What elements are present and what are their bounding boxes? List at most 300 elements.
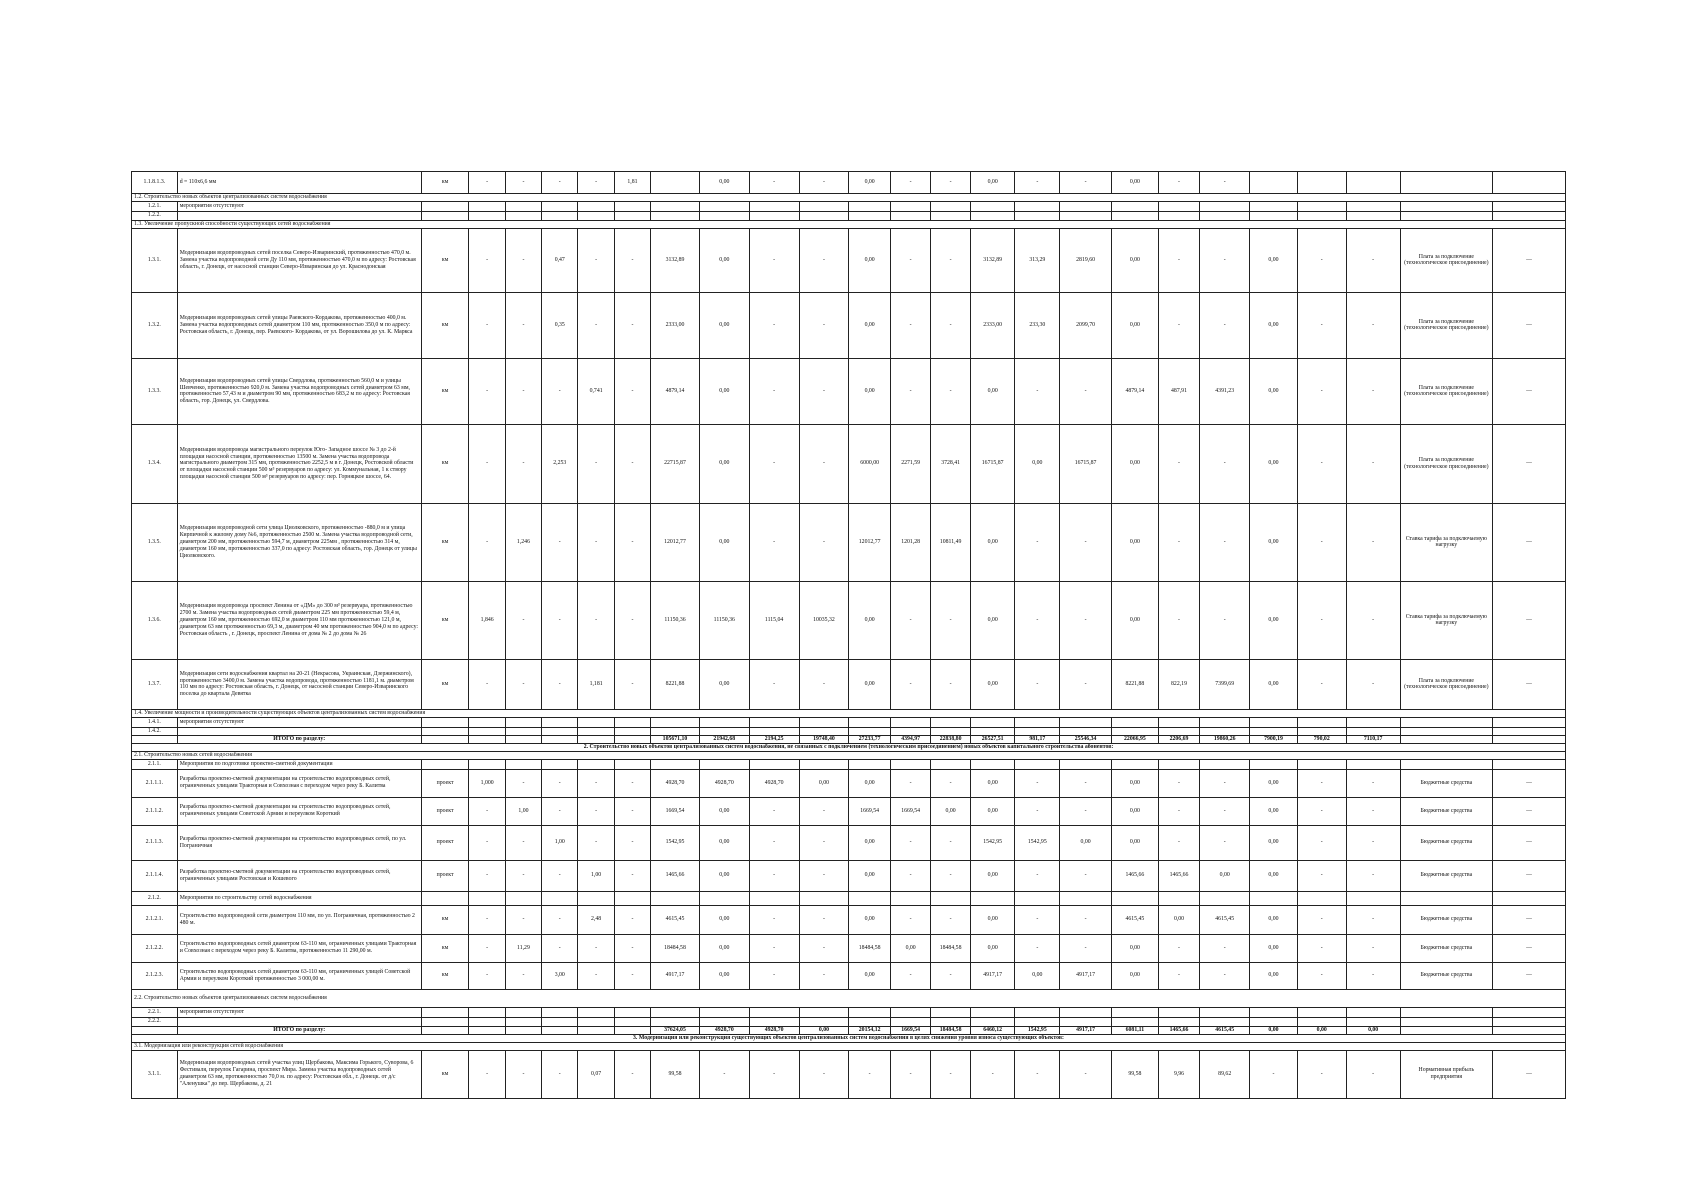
- value-cell: 0,00: [1250, 292, 1298, 358]
- value-cell: [1493, 211, 1566, 220]
- total-value-cell: 7110,17: [1346, 735, 1400, 743]
- value-cell: 0,00: [849, 905, 891, 934]
- value-cell: 0,00: [849, 581, 891, 659]
- value-cell: [578, 727, 614, 735]
- value-cell: -: [890, 860, 930, 891]
- value-cell: -: [749, 659, 799, 709]
- table-row: [132, 228, 1566, 292]
- total-value-cell: 37624,05: [651, 1026, 700, 1034]
- value-cell: -: [1297, 503, 1346, 581]
- value-cell: [1250, 1007, 1298, 1017]
- value-cell: [1112, 202, 1159, 212]
- value-cell: 0,00: [1112, 825, 1159, 860]
- row-description: [177, 211, 421, 220]
- table-row: [132, 581, 1566, 659]
- value-cell: -: [469, 934, 505, 962]
- value-cell: [1060, 891, 1112, 905]
- value-cell: -: [890, 581, 930, 659]
- value-cell: [1346, 727, 1400, 735]
- value-cell: 0,00: [1015, 424, 1060, 503]
- value-cell: км: [421, 503, 469, 581]
- value-cell: Бюджетные средства: [1400, 934, 1492, 962]
- value-cell: -: [505, 825, 541, 860]
- value-cell: [699, 727, 749, 735]
- value-cell: —: [1493, 825, 1566, 860]
- value-cell: -: [542, 769, 578, 797]
- value-cell: [1112, 1007, 1159, 1017]
- value-cell: -: [1346, 934, 1400, 962]
- value-cell: [1250, 172, 1298, 194]
- row-number: 2.2.1.: [132, 1007, 178, 1017]
- value-cell: -: [890, 825, 930, 860]
- value-cell: 1,81: [614, 172, 650, 194]
- value-cell: [931, 1017, 970, 1026]
- value-cell: -: [542, 659, 578, 709]
- total-value-cell: 7900,19: [1250, 735, 1298, 743]
- value-cell: [1015, 717, 1060, 727]
- value-cell: км: [421, 228, 469, 292]
- row-number: 2.1.2.1.: [132, 905, 178, 934]
- value-cell: [799, 891, 849, 905]
- value-cell: [578, 759, 614, 769]
- value-cell: [1493, 759, 1566, 769]
- value-cell: км: [421, 581, 469, 659]
- value-cell: [1112, 727, 1159, 735]
- subsection-title: 2.2. Строительство новых объектов централизованных систем водоснабжения: [132, 989, 1566, 1007]
- value-cell: [1060, 717, 1112, 727]
- total-value-cell: [469, 1026, 505, 1034]
- value-cell: -: [505, 1050, 541, 1098]
- table-row: [132, 503, 1566, 581]
- table-row: [132, 962, 1566, 989]
- value-cell: -: [1015, 797, 1060, 825]
- table-row: [132, 891, 1566, 905]
- value-cell: [749, 891, 799, 905]
- table-row: [132, 202, 1566, 212]
- value-cell: -: [890, 358, 930, 424]
- value-cell: -: [749, 860, 799, 891]
- value-cell: [1250, 759, 1298, 769]
- total-blank-cell: [132, 1026, 178, 1034]
- value-cell: -: [505, 292, 541, 358]
- value-cell: [614, 891, 650, 905]
- value-cell: —: [1493, 769, 1566, 797]
- value-cell: —: [1493, 1050, 1566, 1098]
- table-row: [132, 1007, 1566, 1017]
- value-cell: 99,58: [651, 1050, 700, 1098]
- value-cell: -: [614, 292, 650, 358]
- value-cell: [1060, 727, 1112, 735]
- value-cell: [890, 727, 930, 735]
- table-row: [132, 769, 1566, 797]
- value-cell: 0,00: [1200, 860, 1250, 891]
- value-cell: [1060, 211, 1112, 220]
- value-cell: -: [799, 962, 849, 989]
- value-cell: 0,00: [890, 934, 930, 962]
- value-cell: -: [1060, 769, 1112, 797]
- value-cell: [542, 202, 578, 212]
- value-cell: -: [799, 1050, 849, 1098]
- value-cell: [1346, 202, 1400, 212]
- total-value-cell: 4917,17: [1060, 1026, 1112, 1034]
- value-cell: Бюджетные средства: [1400, 905, 1492, 934]
- value-cell: -: [469, 905, 505, 934]
- total-value-cell: 20154,12: [849, 1026, 891, 1034]
- value-cell: [1400, 202, 1492, 212]
- value-cell: -: [749, 825, 799, 860]
- value-cell: [505, 202, 541, 212]
- value-cell: 1,000: [469, 769, 505, 797]
- value-cell: -: [1015, 769, 1060, 797]
- value-cell: [651, 1017, 700, 1026]
- value-cell: -: [1158, 503, 1200, 581]
- table-row: [132, 172, 1566, 194]
- value-cell: -: [1297, 228, 1346, 292]
- row-number: 2.1.2.: [132, 891, 178, 905]
- row-number: 3.1.1.: [132, 1050, 178, 1098]
- value-cell: -: [749, 292, 799, 358]
- value-cell: -: [1060, 1050, 1112, 1098]
- value-cell: -: [1346, 797, 1400, 825]
- value-cell: 6000,00: [849, 424, 891, 503]
- value-cell: -: [1015, 581, 1060, 659]
- value-cell: [421, 202, 469, 212]
- value-cell: -: [799, 358, 849, 424]
- value-cell: 0,00: [970, 769, 1015, 797]
- value-cell: [1493, 1017, 1566, 1026]
- total-value-cell: 26527,51: [970, 735, 1015, 743]
- value-cell: —: [1493, 503, 1566, 581]
- value-cell: -: [799, 503, 849, 581]
- value-cell: [1346, 211, 1400, 220]
- value-cell: [421, 727, 469, 735]
- value-cell: -: [799, 424, 849, 503]
- value-cell: —: [1493, 860, 1566, 891]
- value-cell: 0,00: [849, 659, 891, 709]
- value-cell: -: [1200, 581, 1250, 659]
- value-cell: Бюджетные средства: [1400, 769, 1492, 797]
- value-cell: -: [578, 769, 614, 797]
- value-cell: [1493, 202, 1566, 212]
- value-cell: -: [1346, 358, 1400, 424]
- value-cell: -: [1346, 905, 1400, 934]
- value-cell: -: [799, 860, 849, 891]
- value-cell: 22715,87: [651, 424, 700, 503]
- value-cell: 4615,45: [1200, 905, 1250, 934]
- value-cell: [1250, 717, 1298, 727]
- row-number: 2.1.1.3.: [132, 825, 178, 860]
- table-row: [132, 860, 1566, 891]
- value-cell: [1297, 1017, 1346, 1026]
- table-row: [132, 1034, 1566, 1042]
- value-cell: 0,00: [1112, 934, 1159, 962]
- value-cell: -: [614, 581, 650, 659]
- value-cell: 0,00: [1250, 934, 1298, 962]
- value-cell: -: [799, 659, 849, 709]
- value-cell: [799, 1017, 849, 1026]
- value-cell: Ставка тарифа за подключаемую нагрузку: [1400, 503, 1492, 581]
- table-row: [132, 1042, 1566, 1050]
- value-cell: -: [749, 172, 799, 194]
- value-cell: [931, 211, 970, 220]
- value-cell: [970, 211, 1015, 220]
- value-cell: 4615,45: [651, 905, 700, 934]
- value-cell: 4615,45: [1112, 905, 1159, 934]
- value-cell: [469, 759, 505, 769]
- value-cell: 1669,54: [651, 797, 700, 825]
- row-number: 2.1.2.2.: [132, 934, 178, 962]
- value-cell: 1,00: [578, 860, 614, 891]
- value-cell: [505, 211, 541, 220]
- value-cell: —: [1493, 934, 1566, 962]
- value-cell: [542, 727, 578, 735]
- value-cell: [799, 1007, 849, 1017]
- value-cell: Плата за подключение (технологическое присоединение): [1400, 659, 1492, 709]
- value-cell: [970, 1007, 1015, 1017]
- value-cell: 4917,17: [1060, 962, 1112, 989]
- table-row: [132, 659, 1566, 709]
- value-cell: [421, 1007, 469, 1017]
- value-cell: 4928,70: [699, 769, 749, 797]
- value-cell: проект: [421, 769, 469, 797]
- value-cell: 4879,14: [651, 358, 700, 424]
- total-value-cell: [469, 735, 505, 743]
- value-cell: [1297, 202, 1346, 212]
- value-cell: [799, 211, 849, 220]
- value-cell: -: [799, 797, 849, 825]
- value-cell: -: [1250, 1050, 1298, 1098]
- value-cell: -: [1060, 860, 1112, 891]
- value-cell: -: [1158, 769, 1200, 797]
- value-cell: -: [542, 1050, 578, 1098]
- value-cell: -: [1015, 659, 1060, 709]
- subsection-title: 1.4. Увеличение мощности и производительности существующих объектов централизованных систем водоснабжения: [132, 709, 1566, 717]
- value-cell: 0,00: [1112, 424, 1159, 503]
- value-cell: [651, 211, 700, 220]
- value-cell: -: [614, 825, 650, 860]
- value-cell: [1200, 717, 1250, 727]
- row-number: 1.3.1.: [132, 228, 178, 292]
- value-cell: км: [421, 659, 469, 709]
- value-cell: [614, 717, 650, 727]
- value-cell: км: [421, 962, 469, 989]
- value-cell: [890, 891, 930, 905]
- value-cell: -: [749, 424, 799, 503]
- value-cell: км: [421, 424, 469, 503]
- value-cell: [1346, 1007, 1400, 1017]
- value-cell: 0,00: [1250, 860, 1298, 891]
- value-cell: 0,00: [1250, 905, 1298, 934]
- value-cell: -: [931, 905, 970, 934]
- value-cell: 0,00: [970, 581, 1015, 659]
- value-cell: -: [931, 962, 970, 989]
- total-value-cell: 6081,11: [1112, 1026, 1159, 1034]
- value-cell: -: [1158, 962, 1200, 989]
- value-cell: [1493, 1007, 1566, 1017]
- row-description: Строительство водопроводных сетей диаметром 63-110 мм, ограниченных улицами Тракторная и Совхозная с переходом через реку Б. Калитва, протяженностью 11 290,00 м.: [177, 934, 421, 962]
- value-cell: [614, 1017, 650, 1026]
- value-cell: 0,35: [542, 292, 578, 358]
- value-cell: [1346, 891, 1400, 905]
- table-row: [132, 709, 1566, 717]
- value-cell: [614, 759, 650, 769]
- total-value-cell: 4928,70: [749, 1026, 799, 1034]
- value-cell: [1015, 1007, 1060, 1017]
- value-cell: 11150,36: [699, 581, 749, 659]
- row-number: 2.2.2.: [132, 1017, 178, 1026]
- value-cell: -: [578, 424, 614, 503]
- subsection-title: 2.1. Строительство новых сетей водоснабжения: [132, 751, 1566, 759]
- value-cell: 8221,88: [651, 659, 700, 709]
- value-cell: -: [931, 172, 970, 194]
- value-cell: 18484,58: [651, 934, 700, 962]
- value-cell: Плата за подключение (технологическое присоединение): [1400, 292, 1492, 358]
- value-cell: 0,00: [699, 797, 749, 825]
- value-cell: -: [469, 424, 505, 503]
- row-description: Мероприятия по строительству сетей водоснабжения: [177, 891, 421, 905]
- value-cell: [1200, 891, 1250, 905]
- value-cell: -: [1200, 172, 1250, 194]
- value-cell: -: [1297, 581, 1346, 659]
- value-cell: -: [1297, 358, 1346, 424]
- value-cell: 0,00: [970, 905, 1015, 934]
- value-cell: [1250, 1017, 1298, 1026]
- table-row: [132, 743, 1566, 751]
- value-cell: [505, 727, 541, 735]
- value-cell: 0,00: [1060, 825, 1112, 860]
- value-cell: [469, 211, 505, 220]
- value-cell: 1542,95: [1015, 825, 1060, 860]
- value-cell: [849, 1007, 891, 1017]
- value-cell: 0,00: [1112, 228, 1159, 292]
- value-cell: 1115,04: [749, 581, 799, 659]
- value-cell: -: [849, 1050, 891, 1098]
- value-cell: 1542,95: [970, 825, 1015, 860]
- value-cell: -: [1297, 659, 1346, 709]
- row-number: 2.1.1.4.: [132, 860, 178, 891]
- value-cell: [542, 1017, 578, 1026]
- value-cell: [614, 1007, 650, 1017]
- value-cell: [1400, 172, 1492, 194]
- total-value-cell: 22066,95: [1112, 735, 1159, 743]
- total-value-cell: 19860,26: [1200, 735, 1250, 743]
- value-cell: —: [1493, 228, 1566, 292]
- value-cell: [1297, 727, 1346, 735]
- value-cell: [890, 759, 930, 769]
- value-cell: -: [931, 769, 970, 797]
- value-cell: -: [614, 769, 650, 797]
- value-cell: —: [1493, 962, 1566, 989]
- value-cell: —: [1493, 905, 1566, 934]
- row-number: 1.3.5.: [132, 503, 178, 581]
- value-cell: [651, 1007, 700, 1017]
- value-cell: 0,00: [1112, 503, 1159, 581]
- value-cell: -: [749, 1050, 799, 1098]
- row-description: мероприятия отсутствуют: [177, 717, 421, 727]
- section-title: 3. Модернизация или реконструкция существующих объектов централизованных систем водоснабжения в целях снижения уровня износа существующих объектов:: [132, 1034, 1566, 1042]
- value-cell: [578, 1017, 614, 1026]
- value-cell: -: [1200, 797, 1250, 825]
- table-row: [132, 292, 1566, 358]
- total-value-cell: [505, 735, 541, 743]
- value-cell: 1,00: [505, 797, 541, 825]
- value-cell: [1200, 759, 1250, 769]
- value-cell: -: [1200, 503, 1250, 581]
- value-cell: -: [542, 797, 578, 825]
- value-cell: -: [931, 860, 970, 891]
- value-cell: 0,00: [699, 358, 749, 424]
- table-row: [132, 727, 1566, 735]
- value-cell: [749, 211, 799, 220]
- value-cell: 0,00: [699, 292, 749, 358]
- value-cell: -: [1297, 860, 1346, 891]
- row-description: [177, 1017, 421, 1026]
- value-cell: 1542,95: [651, 825, 700, 860]
- value-cell: -: [505, 228, 541, 292]
- total-value-cell: [421, 735, 469, 743]
- value-cell: 1,846: [469, 581, 505, 659]
- value-cell: -: [1060, 659, 1112, 709]
- value-cell: -: [542, 934, 578, 962]
- value-cell: [931, 727, 970, 735]
- value-cell: [970, 717, 1015, 727]
- value-cell: -: [469, 797, 505, 825]
- value-cell: 0,00: [970, 358, 1015, 424]
- total-value-cell: 21942,68: [699, 735, 749, 743]
- value-cell: [849, 211, 891, 220]
- value-cell: [421, 759, 469, 769]
- value-cell: -: [1200, 424, 1250, 503]
- value-cell: -: [799, 825, 849, 860]
- value-cell: [578, 211, 614, 220]
- value-cell: [1060, 1007, 1112, 1017]
- table-row: [132, 825, 1566, 860]
- value-cell: 10811,49: [931, 503, 970, 581]
- value-cell: 1,246: [505, 503, 541, 581]
- value-cell: [469, 202, 505, 212]
- row-number: 1.4.2.: [132, 727, 178, 735]
- value-cell: -: [799, 292, 849, 358]
- value-cell: 11,29: [505, 934, 541, 962]
- value-cell: -: [931, 228, 970, 292]
- value-cell: —: [1493, 358, 1566, 424]
- value-cell: [1015, 1017, 1060, 1026]
- table-row: [132, 751, 1566, 759]
- value-cell: [1158, 1007, 1200, 1017]
- value-cell: [1158, 759, 1200, 769]
- value-cell: -: [1200, 228, 1250, 292]
- value-cell: 0,00: [849, 962, 891, 989]
- value-cell: -: [614, 503, 650, 581]
- value-cell: 487,91: [1158, 358, 1200, 424]
- row-number: 1.2.1.: [132, 202, 178, 212]
- row-number: 2.1.2.3.: [132, 962, 178, 989]
- value-cell: [849, 727, 891, 735]
- row-description: Модернизация водопроводной сети улица Циолковского, протяженностью -880,0 м и улица Кирпичной к жилому дому №6, протяженностью 2500 м. Замена участка водопроводной сети, диаметром 200 мм, протяженностью 594,7 м, диаметром 225мм , протяженностью 314 м, диаметром 160 мм, протяженностью 337,0 по адресу: Ростовская область, гор. Донецк от улицы Циолковского.: [177, 503, 421, 581]
- value-cell: -: [578, 228, 614, 292]
- value-cell: [1297, 891, 1346, 905]
- value-cell: [1493, 727, 1566, 735]
- total-value-cell: [1493, 1026, 1566, 1034]
- value-cell: 2819,60: [1060, 228, 1112, 292]
- total-value-cell: [421, 1026, 469, 1034]
- value-cell: -: [1346, 292, 1400, 358]
- value-cell: [970, 891, 1015, 905]
- value-cell: -: [1346, 503, 1400, 581]
- value-cell: -: [1060, 905, 1112, 934]
- value-cell: [749, 759, 799, 769]
- value-cell: 0,00: [699, 825, 749, 860]
